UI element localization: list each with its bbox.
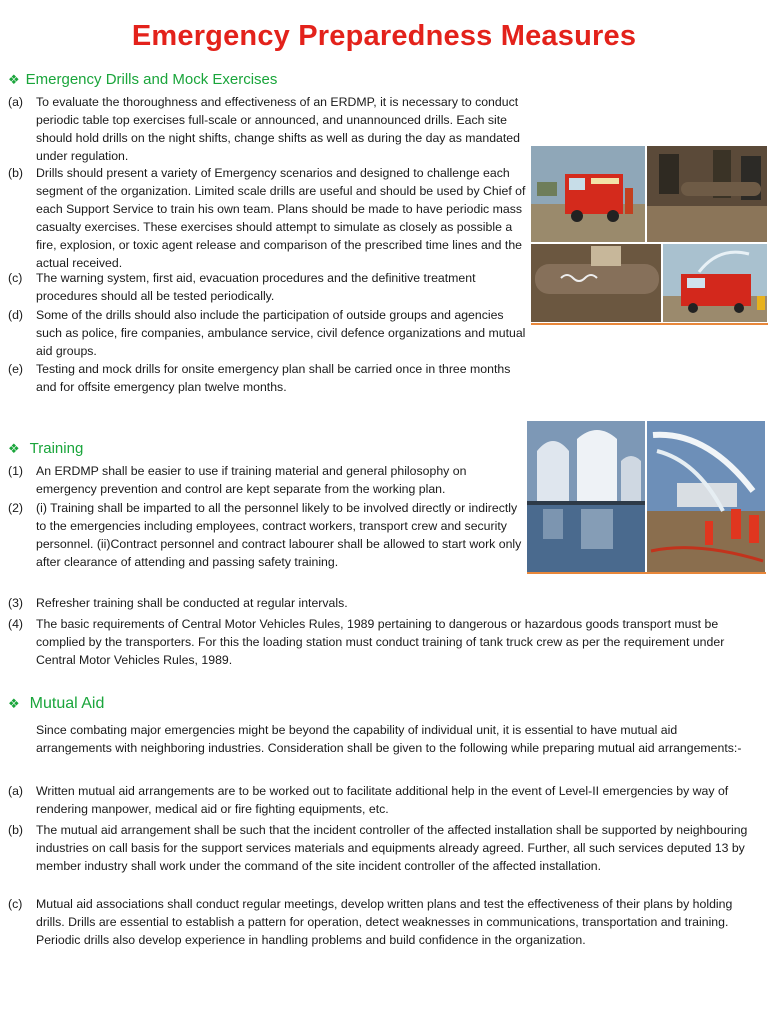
list-text: An ERDMP shall be easier to use if training material and general philosophy on emergency prevention and control are kept separate from the working plan. — [36, 464, 467, 496]
list-marker: (a) — [8, 784, 24, 798]
image-divider — [527, 572, 766, 574]
list-marker: (2) — [8, 501, 24, 515]
page-title: Emergency Preparedness Measures — [131, 20, 637, 52]
mock-drill-photo-collage — [531, 146, 767, 322]
image-divider — [531, 323, 768, 325]
section-heading-training — [8, 440, 83, 457]
list-text: To evaluate the thoroughness and effectiveness of an ERDMP, it is necessary to conduct periodic table top exercises full-scale or announced, and unannounced drills. Each site should hold drills on the night shifts, change shifts as well as during the day as mandated under regulation. — [36, 95, 520, 163]
list-text: The mutual aid arrangement shall be such that the incident controller of the affected installation shall be supported by neighbouring industries on call basis for the support services materials and equipments already agreed. Further, all such services deputed 13 by member industry shall work under the command of the site incident controller of the affected installation. — [36, 823, 748, 873]
section-heading-mutual-aid — [8, 695, 104, 713]
diamond-bullet-icon: ❖ — [8, 441, 20, 456]
list-marker: (b) — [8, 166, 24, 180]
section-heading-training-label: Training — [29, 440, 84, 457]
diamond-bullet-icon: ❖ — [8, 72, 20, 87]
list-text: Refresher training shall be conducted at regular intervals. — [36, 596, 348, 610]
list-text: Written mutual aid arrangements are to be worked out to facilitate additional help in the event of Level-II emergencies by way of rendering manpower, medical aid or fire fighting equipments, etc. — [36, 784, 729, 816]
section-heading-mutual-aid-label: Mutual Aid — [29, 695, 105, 712]
list-text: The basic requirements of Central Motor Vehicles Rules, 1989 pertaining to dangerous or hazardous goods transport must be complied by the transporters. For this the loading station must conduct training of tank truck crew as per the requirement under Central Motor Vehicles Rules, 1989. — [36, 617, 725, 667]
list-text: The warning system, first aid, evacuation procedures and the definitive treatment procedures should all be tested periodically. — [36, 271, 476, 303]
mutual-aid-intro: Since combating major emergencies might be beyond the capability of individual unit, it is essential to have mutual aid arrangements with neighboring industries. Consideration shall be given to the following while preparing mutual aid arrangements:- — [36, 723, 742, 755]
training-photo-icon — [527, 421, 765, 572]
list-marker: (d) — [8, 308, 24, 322]
list-marker: (c) — [8, 897, 23, 911]
list-marker: (1) — [8, 464, 24, 478]
diamond-bullet-icon: ❖ — [8, 696, 20, 711]
list-marker: (4) — [8, 617, 24, 631]
mock-drill-photo-icon — [531, 146, 767, 322]
section-heading-drills-label: Emergency Drills and Mock Exercises — [25, 71, 278, 88]
list-marker: (3) — [8, 596, 24, 610]
list-marker: (c) — [8, 271, 23, 285]
list-text: Testing and mock drills for onsite emergency plan shall be carried once in three months and for offsite emergency plan twelve months. — [36, 362, 511, 394]
list-marker: (a) — [8, 95, 24, 109]
list-marker: (b) — [8, 823, 24, 837]
list-text: Mutual aid associations shall conduct regular meetings, develop written plans and test the effectiveness of their plans by holding drills. Drills are essential to establish a pattern for operation, detect weaknesses in communications, transportation and training. Periodic drills also develop experience in handling problems and build confidence in the organization. — [36, 897, 733, 947]
list-text: Drills should present a variety of Emergency scenarios and designed to challenge each segment of the organization. Limited scale drills are useful and should be used by Chief of each Support Service to train his own team. Plans should be made to have periodic mass casualty exercises. These exercises should attempt to simulate as closely as possible a fire, explosion, or toxic agent release and comparison of the prescribed time lines and the actual received. — [36, 166, 526, 270]
section-heading-drills — [8, 71, 277, 88]
list-text: Some of the drills should also include the participation of outside groups and agencies such as police, fire companies, ambulance service, civil defence organizations and mutual aid groups. — [36, 308, 526, 358]
list-marker: (e) — [8, 362, 24, 376]
list-text: (i) Training shall be imparted to all the personnel likely to be involved directly or indirectly to the emergencies including employees, contract workers, transport crew and security personnel. (ii)Contract personnel and contract labourer shall be allowed to start work only after clearance of attending and passing safety training. — [36, 501, 522, 569]
training-photo-collage — [527, 421, 765, 572]
